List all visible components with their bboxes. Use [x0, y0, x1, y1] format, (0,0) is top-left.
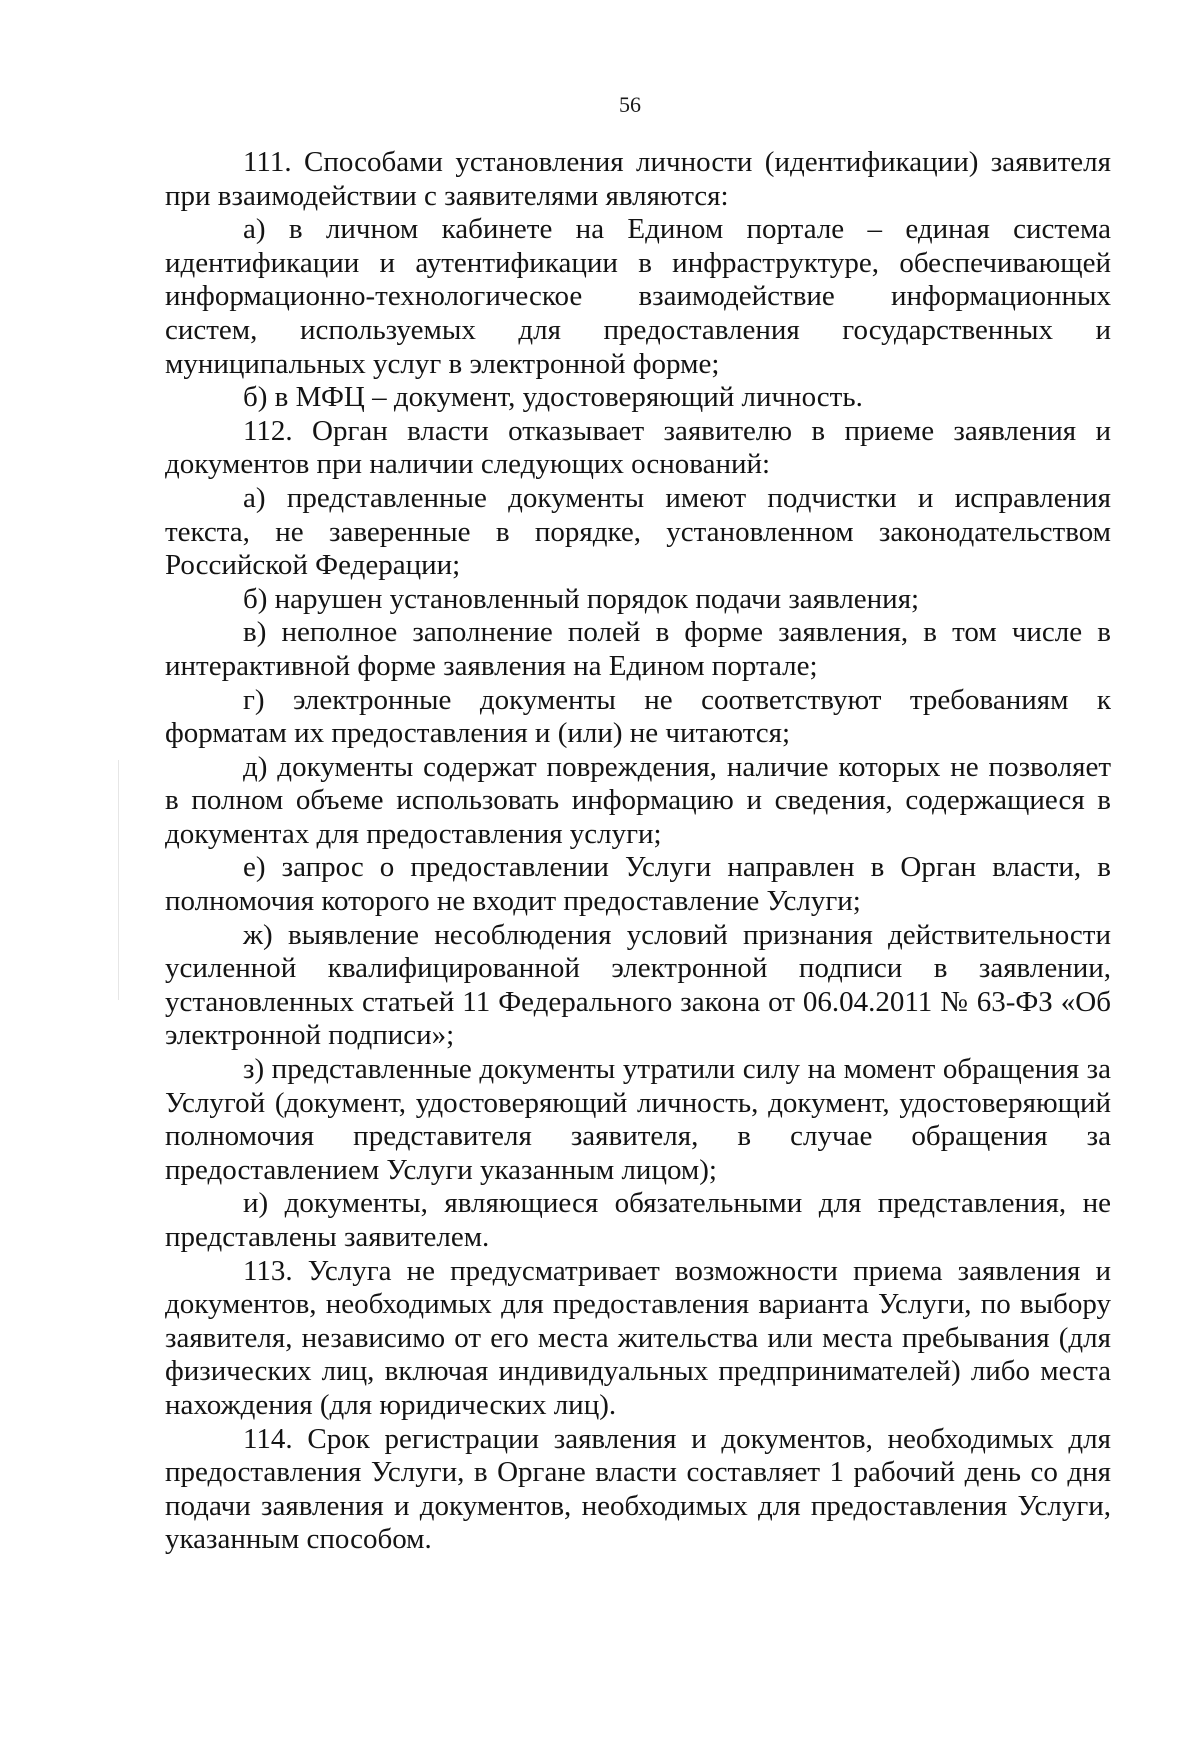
page-number: 56 [619, 92, 641, 117]
paragraph-112-i: и) документы, являющиеся обязательными для представления, не представлены заявителем. [165, 1187, 1111, 1253]
paragraph-112-d: д) документы содержат повреждения, наличие которых не позволяет в полном объеме использовать информацию и сведения, содержащиеся в документах для предоставления услуги; [165, 750, 1111, 850]
paragraph-112-zh: ж) выявление несоблюдения условий признания действительности усиленной квалифицированной электронной подписи в заявлении, установленных статьей 11 Федерального закона от 06.04.2011 № 63-ФЗ «Об электронной подписи»; [165, 918, 1111, 1052]
paragraph-113: 113. Услуга не предусматривает возможности приема заявления и документов, необходимых для предоставления варианта Услуги, по выбору заявителя, независимо от его места жительства или места пребывания (для физических лиц, включая индивидуальных предпринимателей) либо места нахождения (для юридических лиц). [165, 1254, 1111, 1421]
scan-edge-line [118, 760, 119, 1000]
paragraph-111-b: б) в МФЦ – документ, удостоверяющий личность. [243, 381, 863, 414]
paragraph-112-a: а) представленные документы имеют подчистки и исправления текста, не заверенные в порядке, установленном законодательством Российской Федерации; [165, 481, 1111, 582]
paragraph-112-z: з) представленные документы утратили силу на момент обращения за Услугой (документ, удостоверяющий личность, документ, удостоверяющий полномочия представителя заявителя, в случае обращения за предоставлением Услуги указанным лицом); [165, 1053, 1111, 1186]
paragraph-111: 111. Способами установления личности (идентификации) заявителя при взаимодействии с заявителями являются: [165, 146, 1111, 212]
paragraph-112-b: б) нарушен установленный порядок подачи заявления; [243, 582, 920, 615]
paragraph-114: 114. Срок регистрации заявления и документов, необходимых для предоставления Услуги, в Органе власти составляет 1 рабочий день со дня подачи заявления и документов, необходимых для предоставления Услуги, указанным способом. [165, 1422, 1111, 1556]
document-body [165, 146, 1111, 1557]
paragraph-112-e: е) запрос о предоставлении Услуги направлен в Орган власти, в полномочия которого не входит предоставление Услуги; [165, 851, 1111, 918]
paragraph-111-a: а) в личном кабинете на Едином портале – единая система идентификации и аутентификации в инфраструктуре, обеспечивающей информационно-технологическое взаимодействие информационных систем, используемых для предоставления государственных и муниципальных услуг в электронной форме; [165, 213, 1111, 380]
paragraph-112: 112. Орган власти отказывает заявителю в приеме заявления и документов при наличии следующих оснований: [165, 414, 1111, 481]
paragraph-112-v: в) неполное заполнение полей в форме заявления, в том числе в интерактивной форме заявления на Едином портале; [165, 616, 1111, 682]
paragraph-112-g: г) электронные документы не соответствуют требованиям к форматам их предоставления и (или) не читаются; [165, 683, 1111, 750]
